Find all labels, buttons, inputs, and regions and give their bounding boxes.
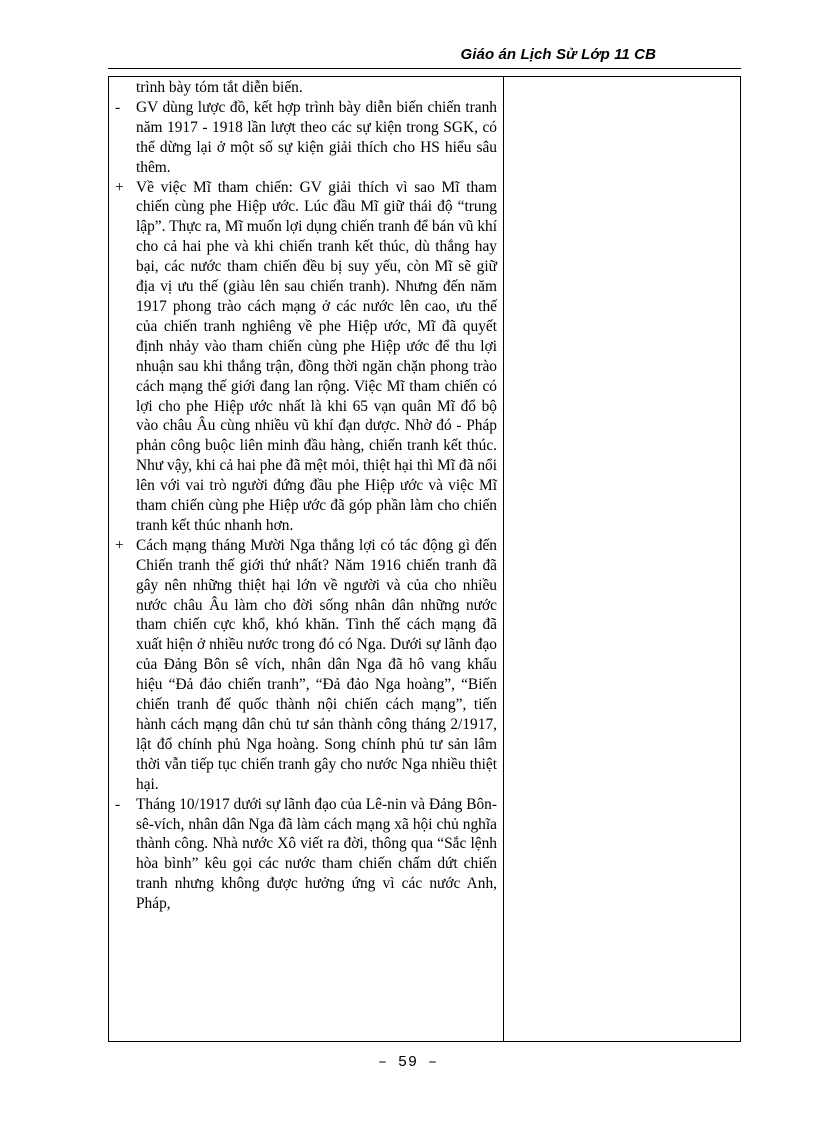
teacher-activity-column xyxy=(109,77,504,1041)
plus-bullet-marker: + xyxy=(115,536,124,554)
bullet-paragraph-gv-map xyxy=(115,98,497,178)
page-number: – 59 – xyxy=(377,1054,438,1071)
paragraph-text: GV dùng lược đồ, kết hợp trình bày diễn biến chiến tranh năm 1917 - 1918 lần lượt theo các sự kiện trong SGK, có thể dừng lại ở một số sự kiện giải thích cho HS hiểu sâu thêm. xyxy=(136,98,497,176)
student-activity-column xyxy=(504,77,740,1041)
lesson-plan-table xyxy=(108,76,741,1042)
bullet-paragraph-us-entry xyxy=(115,178,497,536)
dash-bullet-marker: - xyxy=(115,795,121,813)
bullet-paragraph-october-revolution xyxy=(115,536,497,795)
dash-bullet-marker: - xyxy=(115,98,121,116)
plus-bullet-marker: + xyxy=(115,178,124,196)
paragraph-text: Cách mạng tháng Mười Nga thắng lợi có tác động gì đến Chiến tranh thế giới thứ nhất? Năm 1916 chiến tranh đã gây nên những thiệt hại lớn về người và của cho nhiều nước châu Âu làm cho đời sống nhân dân những nước tham chiến cực khổ, khó khăn. Tình thế cách mạng đã xuất hiện ở nhiều nước trong đó có Nga. Dưới sự lãnh đạo của Đảng Bôn sê vích, nhân dân Nga đã hô vang khẩu hiệu “Đả đảo chiến tranh”, “Đả đảo Nga hoàng”, “Biến chiến tranh đế quốc thành nội chiến cách mạng”, tiến hành cách mạng dân chủ tư sản thành công tháng 2/1917, lật đổ chính phủ Nga hoàng. Song chính phủ tư sản lâm thời vẫn tiếp tục chiến tranh gây cho nước Nga nhiều thiệt hại. xyxy=(136,536,497,793)
paragraph-text: trình bày tóm tắt diễn biến. xyxy=(136,79,303,96)
paragraph-continuation xyxy=(115,78,497,98)
header-divider xyxy=(108,68,741,69)
bullet-paragraph-october-1917 xyxy=(115,795,497,914)
page-header-title: Giáo án Lịch Sử Lớp 11 CB xyxy=(460,46,656,63)
paragraph-text: Tháng 10/1917 dưới sự lãnh đạo của Lê-nin và Đảng Bôn-sê-vích, nhân dân Nga đã làm cách mạng xã hội chủ nghĩa thành công. Nhà nước Xô viết ra đời, thông qua “Sắc lệnh hòa bình” kêu gọi các nước tham chiến chấm dứt chiến tranh nhưng không được hưởng ứng vì các nước Anh, Pháp, xyxy=(136,795,497,913)
paragraph-text: Về việc Mĩ tham chiến: GV giải thích vì sao Mĩ tham chiến cùng phe Hiệp ước. Lúc đầu Mĩ giữ thái độ “trung lập”. Thực ra, Mĩ muốn lợi dụng chiến tranh để bán vũ khí cho cả hai phe và khi chiến tranh kết thúc, dù thắng hay bại, các nước tham chiến đều bị suy yếu, còn Mĩ sẽ giữ địa vị ưu thế (giàu lên sau chiến tranh). Nhưng đến năm 1917 phong trào cách mạng ở các nước lên cao, ưu thế của chiến tranh nghiêng về phe Hiệp ước, Mĩ đã quyết định nhảy vào tham chiến cùng phe Hiệp ước để thu lợi nhuận sau khi thắng trận, đồng thời ngăn chặn phong trào cách mạng thế giới đang lan rộng. Việc Mĩ tham chiến có lợi cho phe Hiệp ước nhất là khi 65 vạn quân Mĩ đổ bộ vào châu Âu cùng nhiều vũ khí đạn dược. Nhờ đó - Pháp phản công buộc liên minh đầu hàng, chiến tranh kết thúc. Như vậy, khi cả hai phe đã mệt mỏi, thiệt hại thì Mĩ đã nổi lên với vai trò người đứng đầu phe Hiệp ước và việc Mĩ tham chiến cùng phe Hiệp ước đã góp phần làm cho chiến tranh kết thúc nhanh hơn. xyxy=(136,178,497,534)
